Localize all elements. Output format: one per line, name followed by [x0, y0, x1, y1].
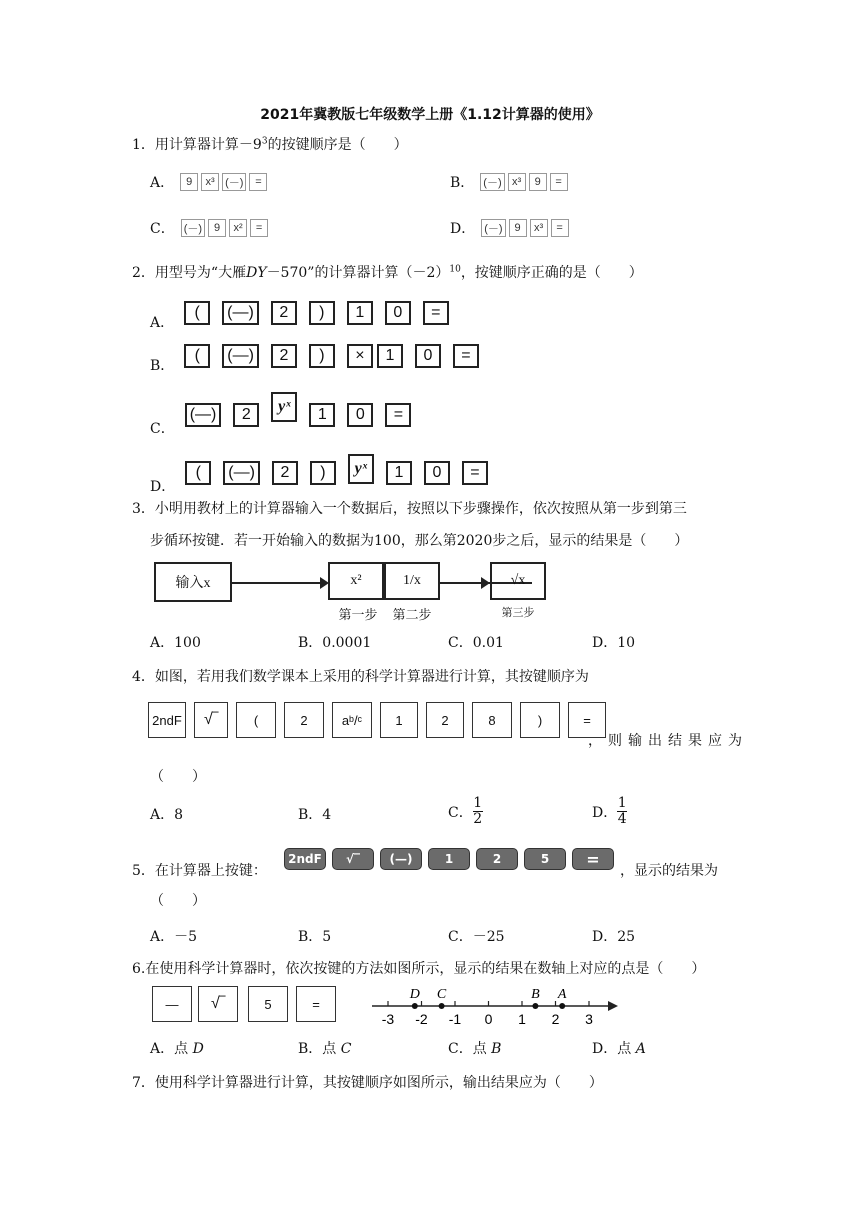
- point-c: [439, 1003, 445, 1009]
- q3-option-d[interactable]: [592, 632, 635, 652]
- axis-tick-label: -3: [381, 1011, 395, 1027]
- calc-key: 5: [524, 848, 566, 870]
- question-number: 6.: [132, 961, 146, 977]
- flow-arrow: [232, 582, 324, 584]
- calc-key: 2: [476, 848, 518, 870]
- q6-key-sequence: [152, 986, 344, 1022]
- option-label: C．: [448, 804, 473, 821]
- calc-key: 1: [428, 848, 470, 870]
- calc-key: 9: [180, 173, 198, 191]
- question-number: 2．: [132, 265, 155, 281]
- question-text: 在使用科学计算器时，依次按键的方法如图所示，显示的结果在数轴上对应的点是（ ）: [145, 961, 706, 977]
- option-label: C．: [448, 635, 473, 651]
- calc-key: 1: [386, 461, 412, 485]
- option-label: A．: [150, 807, 175, 823]
- option-label: D．: [592, 929, 618, 945]
- answer-paren: （ ）: [150, 893, 206, 909]
- calc-key: yˣ: [271, 392, 297, 422]
- calc-key: 2: [272, 461, 298, 485]
- calc-key: 0: [424, 461, 450, 485]
- calc-key: =: [385, 403, 411, 427]
- question-number: 7．: [132, 1075, 155, 1091]
- calc-key: ): [310, 461, 336, 485]
- question-text: 在计算器上按键：: [154, 863, 267, 879]
- point-label: C: [436, 987, 447, 1002]
- q1-option-b[interactable]: [450, 172, 571, 192]
- calc-key: 2: [284, 702, 324, 738]
- option-text: 100: [174, 635, 201, 651]
- q2-option-c[interactable]: [150, 392, 423, 438]
- question-text: ，显示的结果为: [620, 863, 718, 879]
- option-text: 0.01: [472, 635, 504, 651]
- option-label: B．: [298, 635, 323, 651]
- option-text: 5: [322, 929, 332, 945]
- option-text: 25: [617, 929, 636, 945]
- calc-key: (－): [222, 173, 246, 191]
- calc-key: x³: [201, 173, 219, 191]
- q4-option-a[interactable]: [150, 804, 183, 824]
- calc-key: 2ndF: [148, 702, 186, 738]
- q4-key-sequence: [148, 702, 606, 738]
- fraction: [473, 796, 483, 827]
- flow-box-step1: x²: [328, 562, 384, 600]
- sqrt-key-icon: √‾: [332, 848, 374, 870]
- step-caption: 第二步: [392, 608, 432, 623]
- calc-key: =: [423, 301, 449, 325]
- step-caption: 第三步: [501, 606, 535, 619]
- fraction-numerator: 1: [473, 795, 483, 811]
- option-text: 10: [617, 635, 636, 651]
- fraction-numerator: 1: [617, 795, 627, 811]
- option-text: 0.0001: [322, 635, 372, 651]
- option-text: －25: [472, 929, 505, 945]
- q4-option-c[interactable]: [448, 796, 483, 827]
- calc-key: (－): [480, 173, 504, 191]
- calc-key: (: [184, 344, 210, 368]
- calc-key: 1: [377, 344, 403, 368]
- calc-key: x²: [229, 219, 247, 237]
- calc-key: (－): [481, 219, 505, 237]
- option-label: D．: [592, 804, 618, 821]
- exponent: 3: [261, 136, 268, 147]
- calc-key: ): [309, 301, 335, 325]
- q6-option-d[interactable]: [592, 1038, 646, 1058]
- option-label: B．: [298, 807, 323, 823]
- calc-key: (—): [222, 344, 259, 368]
- flow-box-input: 输入x: [154, 562, 232, 602]
- calc-key: (: [184, 301, 210, 325]
- option-text: 点: [174, 1041, 189, 1057]
- axis-tick-label: 0: [484, 1011, 493, 1027]
- option-label: C．: [150, 421, 175, 437]
- q5-option-a[interactable]: [150, 926, 197, 946]
- flow-box-step2: 1/x: [384, 562, 440, 600]
- calc-key: x³: [530, 219, 548, 237]
- option-label: B．: [298, 1041, 323, 1057]
- step-caption: 第一步: [338, 608, 378, 623]
- calc-key: (: [236, 702, 276, 738]
- exponent: 10: [449, 264, 461, 275]
- q4-option-d[interactable]: [592, 796, 627, 827]
- calc-key: =: [572, 848, 614, 870]
- calc-key: =: [250, 219, 268, 237]
- option-label: A．: [150, 635, 175, 651]
- page-title: 2021年冀教版七年级数学上册《1.12计算器的使用》: [260, 107, 600, 123]
- calc-key: ): [520, 702, 560, 738]
- option-text: 4: [322, 807, 332, 823]
- q5-key-sequence: [284, 848, 614, 870]
- question-text: 使用科学计算器进行计算，其按键顺序如图所示，输出结果应为（ ）: [154, 1075, 603, 1091]
- question-text: ，按键顺序正确的是（ ）: [460, 265, 643, 281]
- q1-option-a[interactable]: [150, 172, 270, 192]
- question-1: [132, 134, 408, 154]
- arrow-head-icon: [481, 577, 490, 589]
- q6-option-c[interactable]: [448, 1038, 501, 1058]
- point-label: A: [557, 987, 567, 1002]
- fraction-denominator: 2: [473, 811, 483, 827]
- calc-key: 9: [509, 219, 527, 237]
- axis-tick-label: -2: [415, 1011, 428, 1027]
- calc-key: 9: [529, 173, 547, 191]
- calc-key: =: [550, 173, 568, 191]
- calc-key: 2: [271, 301, 297, 325]
- axis-tick-label: 3: [585, 1011, 593, 1027]
- calc-key: ): [309, 344, 335, 368]
- calc-key: =: [296, 986, 336, 1022]
- point-label: B: [531, 987, 540, 1002]
- q6-option-a[interactable]: [150, 1038, 204, 1058]
- option-label: D．: [150, 479, 176, 495]
- calc-key: (—): [380, 848, 422, 870]
- axis-tick-label: 2: [551, 1011, 560, 1027]
- calc-key: (: [185, 461, 211, 485]
- axis-tick-label: 1: [518, 1011, 526, 1027]
- option-label: A．: [150, 929, 175, 945]
- calc-key: (－): [181, 219, 205, 237]
- calc-key: 1: [347, 301, 373, 325]
- calc-key: 2ndF: [284, 848, 326, 870]
- fraction-denominator: 4: [617, 811, 627, 827]
- option-label: C．: [150, 221, 175, 237]
- question-number: 3．: [132, 501, 155, 517]
- option-text: －5: [174, 929, 198, 945]
- question-text: －570”的计算器计算（－2）: [266, 265, 450, 281]
- q1-option-c[interactable]: [150, 218, 271, 238]
- calc-key: x³: [508, 173, 526, 191]
- calc-key: 2: [271, 344, 297, 368]
- question-3-line-2: 步循环按键．若一开始输入的数据为100，那么第2020步之后，显示的结果是（ ）: [150, 533, 689, 549]
- q3-option-a[interactable]: [150, 632, 201, 652]
- option-label: A．: [150, 315, 175, 331]
- flow-box-step3: √x: [490, 562, 546, 600]
- point-name: C: [340, 1041, 352, 1057]
- q4-option-b[interactable]: [298, 804, 331, 824]
- flow-arrow: [440, 582, 484, 584]
- axis-tick-label: -1: [448, 1011, 462, 1027]
- point-a: [559, 1003, 565, 1009]
- option-label: D．: [592, 635, 618, 651]
- point-name: A: [635, 1041, 646, 1057]
- calc-key: yˣ: [348, 454, 374, 484]
- question-text: 小明用教材上的计算器输入一个数据后，按照以下步骤操作，依次按照从第一步到第三: [154, 501, 687, 517]
- number-line: [370, 980, 626, 1034]
- option-label: A．: [150, 1041, 175, 1057]
- calc-key: 0: [347, 403, 373, 427]
- calc-key: 0: [415, 344, 441, 368]
- question-number: 1．: [132, 137, 155, 153]
- calc-key: 5: [248, 986, 288, 1022]
- question-text: 的按键顺序是（ ）: [267, 137, 408, 153]
- calc-key: =: [551, 219, 569, 237]
- calc-key: (—): [222, 301, 259, 325]
- option-text: 点: [472, 1041, 487, 1057]
- calc-key: ×: [347, 344, 373, 368]
- option-text: 8: [174, 807, 184, 823]
- q3-option-c[interactable]: [448, 632, 504, 652]
- q5-option-b[interactable]: [298, 926, 331, 946]
- option-label: D．: [450, 221, 476, 237]
- q3-option-b[interactable]: [298, 632, 371, 652]
- option-label: D．: [592, 1041, 618, 1057]
- arrow-head-icon: [608, 1001, 618, 1011]
- q2-option-d[interactable]: [150, 450, 500, 496]
- question-text: 用计算器计算－9: [154, 137, 262, 153]
- point-label: D: [409, 987, 420, 1002]
- question-4: [132, 666, 589, 686]
- calc-key: 0: [385, 301, 411, 325]
- calc-key: 8: [472, 702, 512, 738]
- q6-option-b[interactable]: [298, 1038, 351, 1058]
- calc-key: =: [249, 173, 267, 191]
- point-name: B: [491, 1041, 502, 1057]
- option-text: 点: [322, 1041, 337, 1057]
- calc-key: 9: [208, 219, 226, 237]
- fraction: [617, 796, 627, 827]
- q2-option-b[interactable]: [150, 337, 491, 375]
- answer-paren: （ ）: [150, 769, 206, 785]
- calc-key: 2: [426, 702, 464, 738]
- option-label: A．: [150, 175, 175, 191]
- question-text: 用型号为“大雁: [154, 265, 247, 281]
- calc-key: (—): [185, 403, 222, 427]
- model-name: DY: [246, 265, 267, 281]
- option-label: C．: [448, 1041, 473, 1057]
- flow-diagram: [154, 562, 604, 622]
- point-name: D: [192, 1041, 204, 1057]
- question-text: ，则输出结果应为: [588, 733, 748, 749]
- point-d: [412, 1003, 418, 1009]
- calc-key: =: [462, 461, 488, 485]
- option-label: B．: [298, 929, 323, 945]
- q5-option-d[interactable]: [592, 926, 635, 946]
- option-text: 点: [617, 1041, 632, 1057]
- calc-key: aᵇ/ᶜ: [332, 702, 372, 738]
- calc-key: (—): [223, 461, 260, 485]
- option-label: B．: [150, 358, 175, 374]
- calc-key: 2: [233, 403, 259, 427]
- point-b: [532, 1003, 538, 1009]
- calc-key: 1: [309, 403, 335, 427]
- question-6: [132, 958, 705, 978]
- question-2: [132, 262, 643, 282]
- option-label: B．: [450, 175, 475, 191]
- q5-option-c[interactable]: [448, 926, 505, 946]
- question-5: [132, 860, 267, 880]
- option-label: C．: [448, 929, 473, 945]
- question-3: [132, 498, 687, 518]
- question-7: [132, 1072, 603, 1092]
- question-number: 5．: [132, 863, 155, 879]
- q2-option-a[interactable]: [150, 294, 461, 332]
- calc-key: 1: [380, 702, 418, 738]
- q1-option-d[interactable]: [450, 218, 572, 238]
- sqrt-key-icon: √‾: [194, 702, 228, 738]
- calc-key: =: [568, 702, 606, 738]
- sqrt-key-icon: √‾: [198, 986, 238, 1022]
- calc-key: =: [453, 344, 479, 368]
- question-text: 如图，若用我们数学课本上采用的科学计算器进行计算，其按键顺序为: [154, 669, 589, 685]
- calc-key: —: [152, 986, 192, 1022]
- question-number: 4．: [132, 669, 155, 685]
